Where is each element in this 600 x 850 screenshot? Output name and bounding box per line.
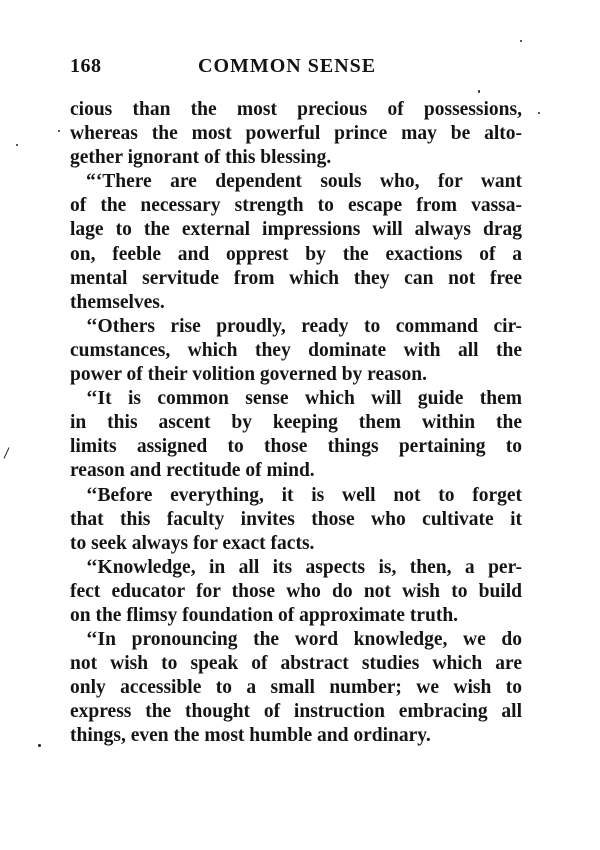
text-line: to seek always for exact facts. [70,532,315,554]
text-line: on the flimsy foundation of approximate truth. [70,604,459,626]
text-line: things, even the most humble and ordinary. [70,725,431,747]
page-header [70,55,522,85]
text-line: that this faculty invites those who cultivate it [70,508,522,530]
text-line: cious than the most precious of possessions, [70,99,522,120]
text-line: reason and rectitude of mind. [70,460,315,482]
text-line: themselves. [70,291,165,313]
scan-speck [538,112,540,114]
text-line: lage to the external impressions will always drag [70,219,522,241]
text-line: “‘There are dependent souls who, for want [86,171,522,193]
text-line: ‘‘Others rise proudly, ready to command cir- [86,315,522,337]
text-line: mental servitude from which they can not free [70,267,522,289]
text-line: of the necessary strength to escape from vassa- [70,195,522,217]
text-line: not wish to speak of abstract studies which are [70,653,522,675]
text-line: gether ignorant of this blessing. [70,147,332,169]
scan-speck [4,447,10,458]
text-line: express the thought of instruction embracing all [70,701,522,723]
text-line: ‘‘Before everything, it is well not to forget [86,484,522,506]
scan-speck [16,144,18,146]
text-line: ‘‘It is common sense which will guide them [86,388,522,410]
scan-speck [58,130,60,132]
text-line: only accessible to a small number; we wish to [70,677,522,699]
running-head: COMMON SENSE [198,55,377,77]
text-line: on, feeble and opprest by the exactions of a [70,243,522,265]
text-line: fect educator for those who do not wish to build [70,580,522,602]
text-line: limits assigned to those things pertaining to [70,436,522,458]
text-line: cumstances, which they dominate with all the [70,339,522,361]
page-number: 168 [70,55,102,77]
scan-speck [478,90,480,93]
text-line: in this ascent by keeping them within the [70,412,522,434]
text-line: ‘‘In pronouncing the word knowledge, we do [86,629,522,651]
scan-speck [520,40,522,42]
body-text [70,98,522,749]
text-line: whereas the most powerful prince may be alto- [70,123,522,145]
text-line: power of their volition governed by reason. [70,364,427,386]
text-line: ‘‘Knowledge, in all its aspects is, then, a per- [86,556,522,578]
scan-speck [38,744,41,747]
